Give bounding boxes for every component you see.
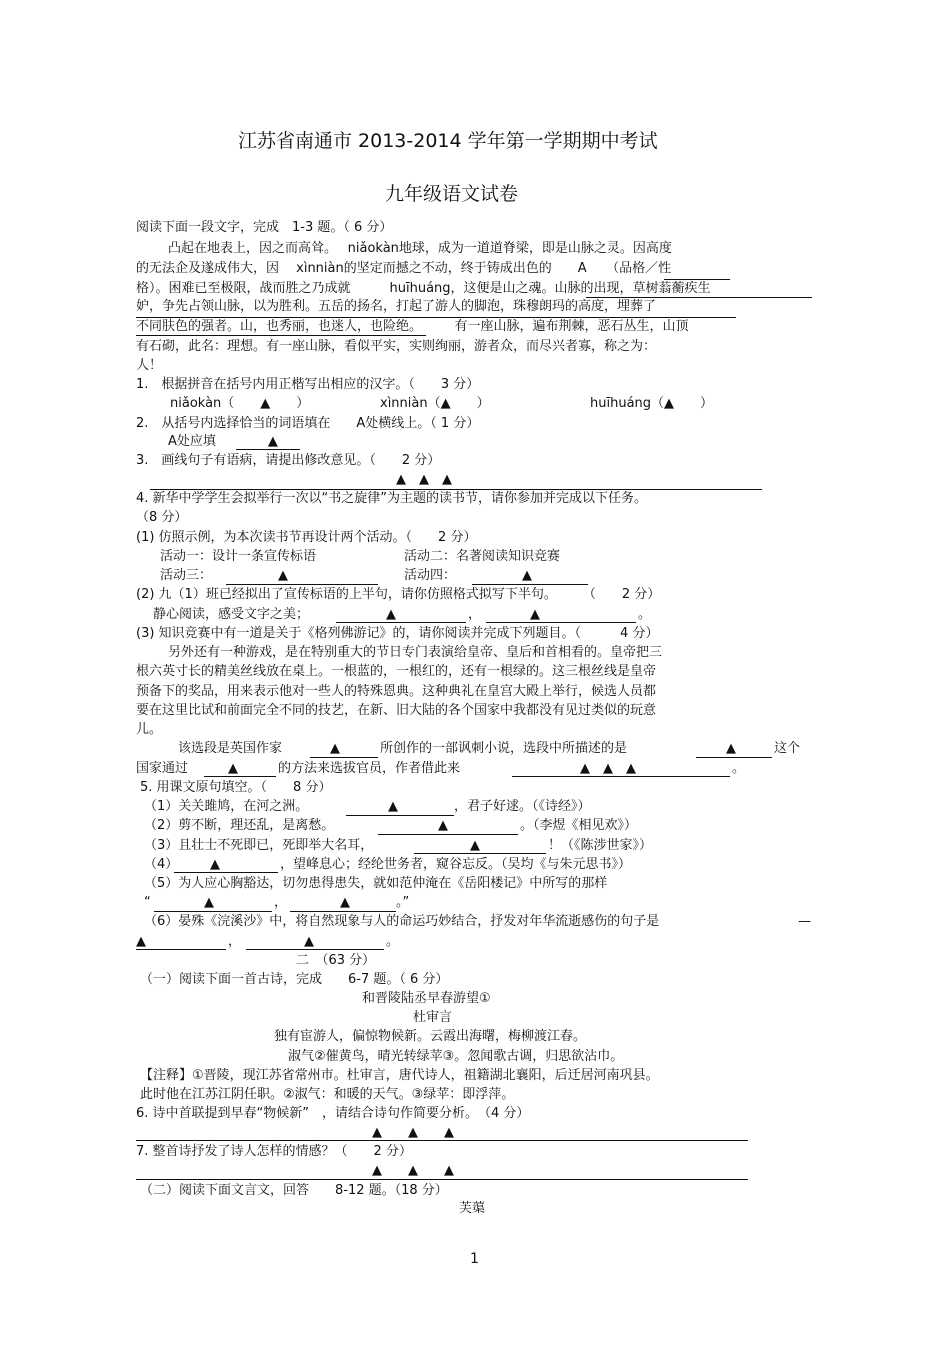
activity-3-label: 活动三： — [160, 568, 213, 583]
recite-5-answer-1[interactable]: ▲ — [204, 895, 214, 910]
exam-title: 江苏省南通市 2013-2014 学年第一学期期中考试 — [238, 130, 658, 152]
q4-sub-3: (3) 知识竞赛中有一道是关于《格列佛游记》的，请你阅读并完成下列题目。（ 4 分） — [136, 626, 659, 641]
q1-answer-a[interactable]: niǎokàn（ ▲ ） — [170, 396, 310, 411]
recite-4-before: （4） — [144, 857, 179, 872]
fill-2-middle: 的方法来选拔官员，作者借此来 — [278, 761, 461, 776]
recite-1-after: ，君子好逑。（《诗经》） — [454, 799, 591, 814]
recite-4-answer[interactable]: ▲ — [210, 857, 220, 872]
poem-line-1: 独有宦游人，偏惊物候新。云霞出海曙，梅柳渡江春。 — [274, 1029, 587, 1044]
activity-1: 活动一：设计一条宣传标语 — [160, 549, 317, 564]
q7-answer-marks[interactable]: ▲ ▲ ▲ — [372, 1163, 454, 1178]
slogan-answer-2[interactable]: ▲ — [530, 607, 540, 622]
answer-underline — [310, 757, 378, 758]
recite-6-answer-2[interactable]: ▲ — [304, 934, 314, 949]
recite-6-comma: ， — [228, 934, 242, 949]
poem-note-2: 此时他在江苏江阴任职。②淑气：和暖的天气。③绿苹：即浮萍。 — [140, 1087, 515, 1102]
recite-3-after: ！（《陈涉世家》） — [548, 838, 653, 853]
activity-3-answer[interactable]: ▲ — [278, 568, 288, 583]
recite-1-answer[interactable]: ▲ — [388, 799, 398, 814]
answer-underline — [246, 949, 384, 950]
reading-line: 另外还有一种游戏，是在特别重大的节日专门表演给皇帝、皇后和首相看的。皇帝把三 — [168, 645, 663, 660]
recite-5-before: （5）为人应心胸豁达，切勿患得患失，就如范仲淹在《岳阳楼记》中所写的那样 — [144, 876, 608, 891]
purpose-answer[interactable]: ▲ ▲ ▲ — [580, 761, 636, 776]
slogan-period: 。 — [638, 607, 652, 622]
q1-answer-c[interactable]: huīhuáng（▲ ） — [590, 396, 714, 411]
country-answer[interactable]: ▲ — [726, 741, 736, 756]
quote-open: “ — [144, 895, 151, 910]
activity-2: 活动二：名著阅读知识竞赛 — [404, 549, 561, 564]
question-7: 7. 整首诗抒发了诗人怎样的情感？（ 2 分） — [136, 1144, 412, 1159]
page-number: 1 — [470, 1251, 479, 1267]
fill-1-middle: 所创作的一部讽刺小说，选段中所描述的是 — [380, 741, 628, 756]
recite-2-before: （2）剪不断，理还乱，是离愁。 — [144, 818, 335, 833]
slogan-first-half: 静心阅读，感受文字之美； — [153, 607, 310, 622]
recite-6-end: 。 — [386, 934, 400, 949]
passage-line: 妒，争先占领山脉，以为胜利。五岳的扬名，打起了游人的脚泡，珠穆朗玛的高度，埋葬了 — [136, 299, 657, 314]
question-2: 2. 从括号内选择恰当的词语填在 A处横线上。（ 1 分） — [136, 416, 480, 431]
recite-6-before: （6）晏殊《浣溪沙》中，将自然现象与人的命运巧妙结合，抒发对年华流逝感伤的句子是 — [144, 914, 660, 929]
exam-subtitle: 九年级语文试卷 — [385, 183, 519, 205]
answer-underline — [236, 449, 300, 450]
answer-underline — [414, 853, 546, 854]
answer-underline — [512, 776, 730, 777]
poem-intro: （一）阅读下面一首古诗，完成 6-7 题。（ 6 分） — [140, 972, 449, 987]
fill-2-suffix: 。 — [732, 761, 746, 776]
answer-underline — [136, 1140, 748, 1141]
recite-5-comma: ， — [274, 895, 288, 910]
recite-1-before: （1）关关雎鸠，在河之洲。 — [144, 799, 309, 814]
recite-6-answer-1[interactable]: ▲ — [136, 934, 146, 949]
answer-underline — [136, 1179, 748, 1180]
sentence-underline — [136, 335, 426, 336]
question-4-points: （8 分） — [136, 510, 188, 525]
passage-line: 有石砌，此名：理想。有一座山脉，看似平实，实则绚丽，游者众，而尽兴者寡，称之为： — [136, 339, 657, 354]
blank-a-underline — [664, 279, 730, 280]
recite-5-answer-2[interactable]: ▲ — [340, 895, 350, 910]
answer-underline — [486, 622, 636, 623]
answer-underline — [696, 757, 772, 758]
question-3: 3. 画线句子有语病，请提出修改意见。（ 2 分） — [136, 453, 441, 468]
activity-4-label: 活动四： — [404, 568, 457, 583]
answer-underline — [290, 911, 396, 912]
q4-sub-2: (2) 九（1）班已经拟出了宣传标语的上半句，请你仿照格式拟写下半句。 （ 2 分） — [136, 587, 661, 602]
reading-line: 根六英寸长的精美丝线放在桌上。一根蓝的，一根红的，还有一根绿的。这三根丝线是皇帝 — [136, 664, 657, 679]
fill-2-prefix: 国家通过 — [136, 761, 189, 776]
reading-line: 预备下的奖品，用来表示他对一些人的特殊恩典。这种典礼在皇宫大殿上举行，候选人员都 — [136, 684, 657, 699]
prose-intro: （二）阅读下面文言文，回答 8-12 题。（18 分） — [140, 1183, 448, 1198]
q1-answer-b[interactable]: xìnniàn（▲ ） — [380, 396, 490, 411]
answer-underline — [136, 949, 226, 950]
poem-title: 和晋陵陆丞早春游望① — [362, 991, 491, 1006]
answer-underline — [154, 911, 272, 912]
answer-underline — [174, 872, 278, 873]
question-1: 1. 根据拼音在括号内用正楷写出相应的汉字。（ 3 分） — [136, 377, 480, 392]
answer-underline — [336, 622, 466, 623]
slogan-comma: ， — [468, 607, 482, 622]
question-6: 6. 诗中首联提到早春“物候新” ，请结合诗句作简要分析。 （4 分） — [136, 1106, 530, 1121]
fill-1-prefix: 该选段是英国作家 — [178, 741, 283, 756]
recite-3-before: （3）且壮士不死即已，死即举大名耳， — [144, 838, 374, 853]
quote-close: 。” — [396, 895, 410, 910]
slogan-answer-1[interactable]: ▲ — [386, 607, 396, 622]
author-answer[interactable]: ▲ — [330, 741, 340, 756]
sentence-underline — [136, 317, 736, 318]
question-4: 4. 新华中学学生会拟举行一次以“书之旋律”为主题的读书节，请你参加并完成以下任务。 — [136, 491, 648, 506]
poem-author: 杜审言 — [413, 1010, 453, 1025]
recite-2-after: 。（李煜《相见欢》） — [520, 818, 638, 833]
q3-answer-marks[interactable]: ▲ ▲ ▲ — [396, 472, 452, 487]
answer-underline — [150, 489, 762, 490]
passage-line: 人！ — [136, 358, 163, 373]
answer-underline — [204, 776, 276, 777]
prose-title: 芙蕖 — [459, 1201, 486, 1216]
recite-2-answer[interactable]: ▲ — [438, 818, 448, 833]
answer-underline — [346, 815, 454, 816]
reading-line: 要在这里比试和前面完全不同的技艺，在新、旧大陆的各个国家中我都没有见过类似的玩意 — [136, 703, 657, 718]
answer-underline — [226, 584, 378, 585]
recite-4-after: ，望峰息心；经纶世务者，窥谷忘反。（吴均《与朱元思书》） — [280, 857, 632, 872]
q6-answer-marks[interactable]: ▲ ▲ ▲ — [372, 1125, 454, 1140]
method-answer[interactable]: ▲ — [228, 761, 238, 776]
poem-line-2: 淑气②催黄鸟，晴光转绿苹③。忽闻歌古调，归思欲沾巾。 — [288, 1049, 624, 1064]
passage-line: 的无法企及遂成伟大，因 xìnniàn的坚定而撼之不动，终于铸成出色的 A （品格／性 — [136, 261, 672, 276]
answer-underline — [378, 834, 518, 835]
q2-answer-line[interactable]: A处应填 ▲ — [168, 434, 278, 449]
continuation-dash: — — [798, 914, 811, 929]
passage-line: 不同肤色的强者。山，也秀丽，也迷人，也险绝。 有一座山脉，遍布荆棘，恶石丛生，山顶 — [136, 319, 689, 334]
part1-intro: 阅读下面一段文字，完成 1-3 题。（ 6 分） — [136, 220, 393, 235]
question-5: 5. 用课文原句填空。（ 8 分） — [140, 780, 332, 795]
passage-line: 格）。困难已至极限，战而胜之乃成就 huīhuáng，这便是山之魂。山脉的出现，草树蓊蘅疾生 — [136, 281, 711, 296]
fill-1-suffix: 这个 — [774, 741, 801, 756]
q4-sub-1: (1) 仿照示例，为本次读书节再设计两个活动。（ 2 分） — [136, 530, 477, 545]
sentence-underline — [586, 297, 812, 298]
poem-note-1: 【注释】①晋陵，现江苏省常州市。杜审言，唐代诗人，祖籍湖北襄阳，后迁居河南巩县。 — [140, 1068, 659, 1083]
answer-underline — [472, 584, 588, 585]
activity-4-answer[interactable]: ▲ — [522, 568, 532, 583]
passage-line: 凸起在地表上，因之而高耸。 niǎokàn地球，成为一道道脊梁，即是山脉之灵。因高度 — [168, 241, 672, 256]
reading-line: 儿。 — [136, 722, 163, 737]
section-2-heading: 二 （63 分） — [296, 953, 376, 968]
recite-3-answer[interactable]: ▲ — [470, 838, 480, 853]
